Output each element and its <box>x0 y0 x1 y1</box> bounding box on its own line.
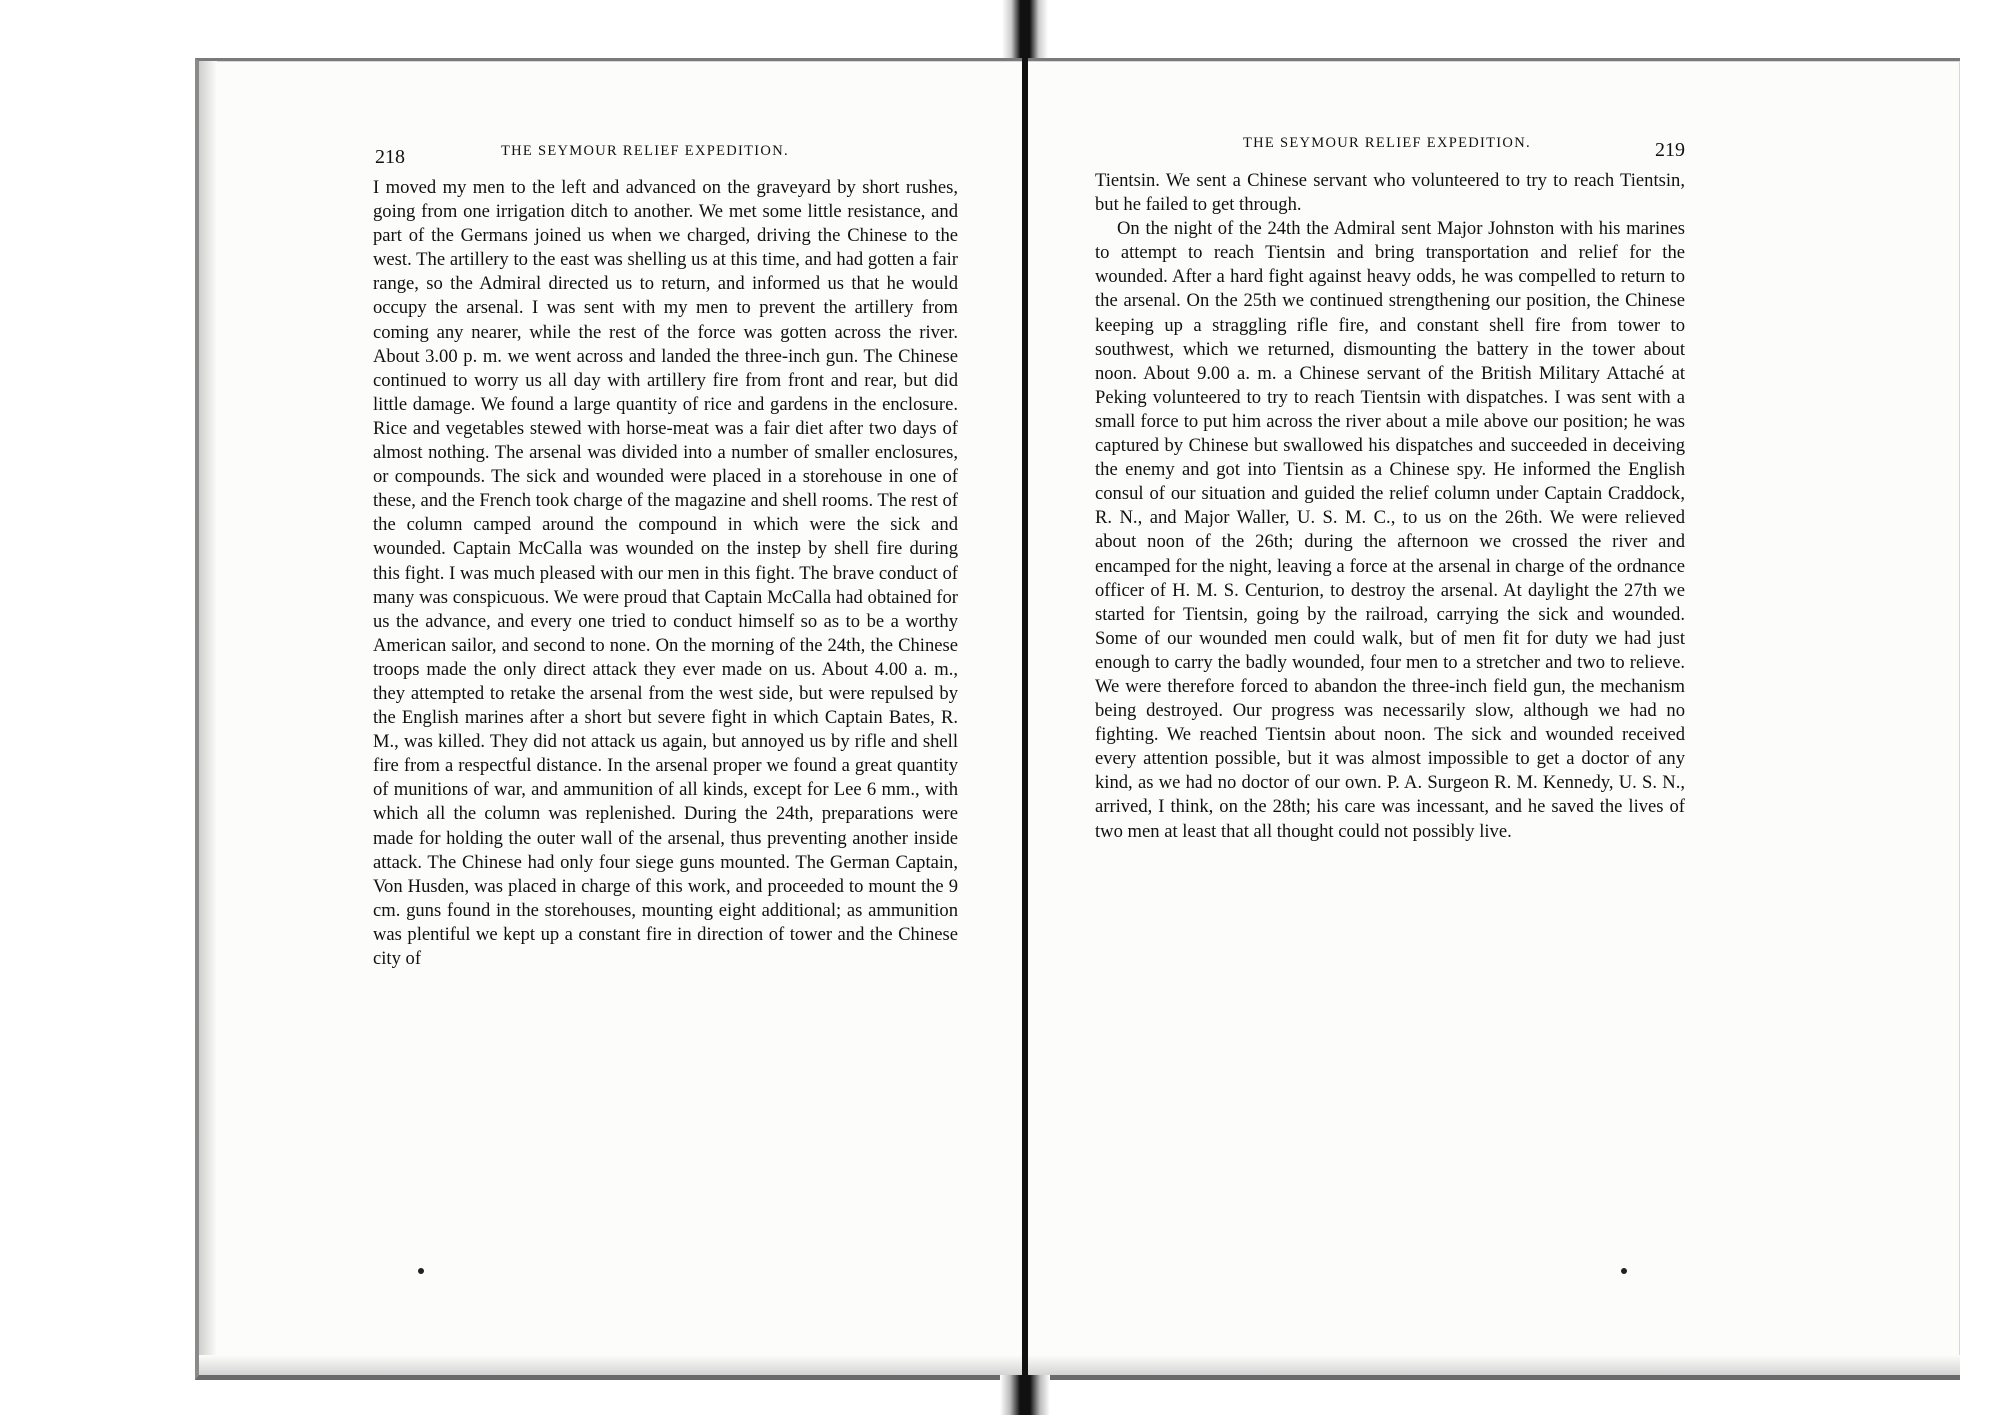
left-page-number: 218 <box>375 146 405 168</box>
left-running-head <box>373 140 958 176</box>
left-page <box>373 140 958 971</box>
left-body-text <box>373 176 958 971</box>
book-gutter <box>1022 0 1028 1415</box>
print-speck <box>418 1268 424 1274</box>
right-running-title: THE SEYMOUR RELIEF EXPEDITION. <box>1243 135 1531 151</box>
right-body-text <box>1095 169 1685 844</box>
left-paragraph-1: I moved my men to the left and advanced on the graveyard by short rushes, going from one irrigation ditch to another. We met some little resistance, and part of the Germans joined us when we charged, driving the Chinese to the west. The artillery to the east was shelling us at this time, and had gotten a fair range, so the Admiral directed us to return, and informed us that he would occupy the arsenal. I was sent with my men to prevent the artillery from coming any nearer, while the rest of the force was gotten across the river. About 3.00 p. m. we went across and landed the three-inch gun. The Chinese continued to worry us all day with artillery fire from front and rear, but did little damage. We found a large quantity of rice and gardens in the enclosure. Rice and vegetables stewed with horse-meat was a fair diet after two days of almost nothing. The arsenal was divided into a number of smaller enclosures, or compounds. The sick and wounded were placed in a storehouse in one of these, and the French took charge of the magazine and shell rooms. The rest of the column camped around the compound in which were the sick and wounded. Captain McCalla was wounded on the instep by shell fire during this fight. I was much pleased with our men in this fight. The brave conduct of many was conspicuous. We were proud that Captain McCalla had obtained for us the advance, and every one tried to conduct himself so as to be a worthy American sailor, and second to none. On the morning of the 24th, the Chinese troops made the only direct attack they ever made on us. About 4.00 a. m., they attempted to retake the arsenal from the west side, but were repulsed by the English marines after a short but severe fight in which Captain Bates, R. M., was killed. They did not attack us again, but annoyed us by rifle and shell fire from a respectful distance. In the arsenal proper we found a great quantity of munitions of war, and ammunition of all kinds, except for Lee 6 mm., with which all the column was replenished. During the 24th, preparations were made for holding the outer wall of the arsenal, thus preventing another inside attack. The Chinese had only four siege guns mounted. The German Captain, Von Husden, was placed in charge of this work, and proceeded to mount the 9 cm. guns found in the storehouses, mounting eight additional; as ammunition was plentiful we kept up a constant fire in direction of tower and the Chinese city of <box>373 177 958 969</box>
page-edge-shadow <box>199 61 217 1375</box>
print-speck <box>1621 1268 1627 1274</box>
book-gutter-bottom <box>1000 1375 1050 1415</box>
right-running-head <box>1095 133 1685 169</box>
page-bottom-shadow <box>199 1355 1960 1375</box>
right-page <box>1095 133 1685 844</box>
left-running-title: THE SEYMOUR RELIEF EXPEDITION. <box>501 143 789 159</box>
right-paragraph-2: On the night of the 24th the Admiral sent Major Johnston with his marines to attempt to reach Tientsin and bring transportation and relief for the wounded. After a hard fight against heavy odds, he was compelled to return to the arsenal. On the 25th we continued strengthening our position, the Chinese keeping up a straggling rifle fire, and constant shell fire from tower to southwest, which we returned, dismounting the battery in the tower about noon. About 9.00 a. m. a Chinese servant of the British Military Attaché at Peking volunteered to try to reach Tientsin with dispatches. I was sent with a small force to put him across the river about a mile above our position; he was captured by Chinese but swallowed his dispatches and succeeded in deceiving the enemy and got into Tientsin as a Chinese spy. He informed the English consul of our situation and guided the relief column under Captain Craddock, R. N., and Major Waller, U. S. M. C., to us on the 26th. We were relieved about noon of the 26th; during the afternoon we crossed the river and encamped for the night, leaving a force at the arsenal in charge of the ordnance officer of H. M. S. Centurion, to destroy the arsenal. At daylight the 27th we started for Tientsin, going by the railroad, carrying the sick and wounded. Some of our wounded men could walk, but of men fit for duty we had just enough to carry the badly wounded, four men to a stretcher and two to relieve. We were therefore forced to abandon the three-inch field gun, the mechanism being destroyed. Our progress was necessarily slow, although we had no fighting. We reached Tientsin about noon. The sick and wounded received every attention possible, but it was almost impossible to get a doctor of any kind, as we had no doctor of our own. P. A. Surgeon R. M. Kennedy, U. S. N., arrived, I think, on the 28th; his care was incessant, and he saved the lives of two men at least that all thought could not possibly live. <box>1095 218 1685 842</box>
right-page-number: 219 <box>1655 139 1685 161</box>
right-paragraph-1: Tientsin. We sent a Chinese servant who volunteered to try to reach Tientsin, but he failed to get through. <box>1095 170 1685 216</box>
